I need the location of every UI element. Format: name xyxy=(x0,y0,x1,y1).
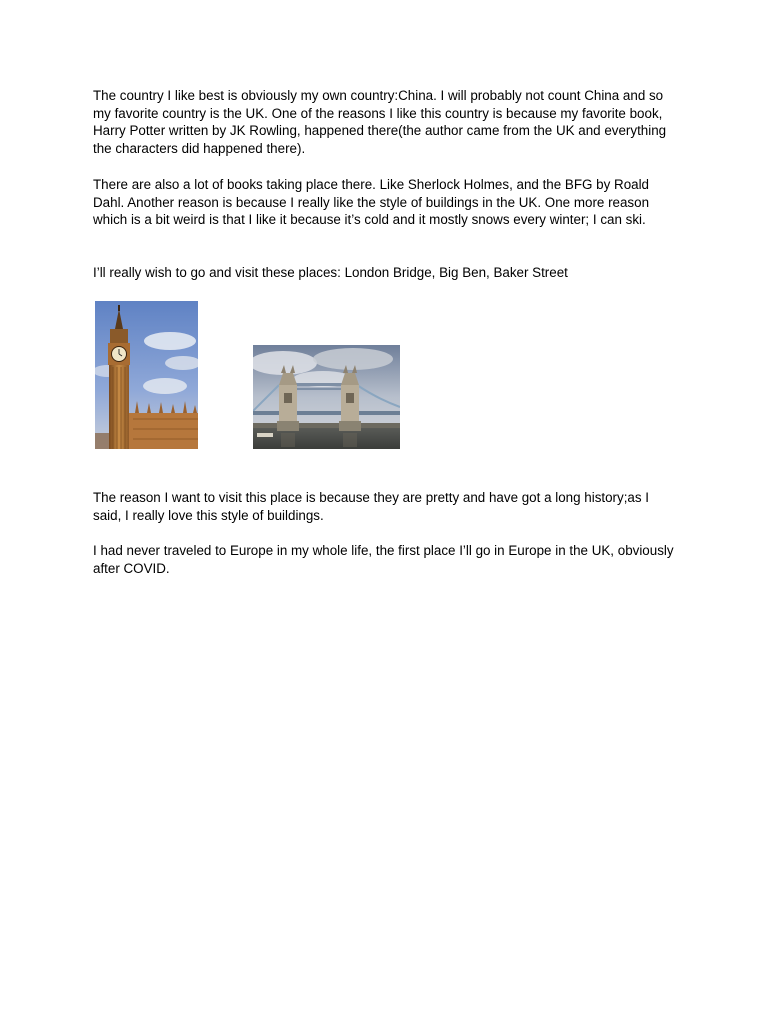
big-ben-image xyxy=(95,301,198,449)
tower-bridge-photo xyxy=(253,345,400,449)
paragraph-travel-plans: I had never traveled to Europe in my whole life, the first place I’ll go in Europe in the UK, obviously after COVID. xyxy=(93,543,674,576)
big-ben-photo xyxy=(95,301,198,449)
tower-bridge-image xyxy=(253,345,400,449)
paragraph-books-and-buildings: There are also a lot of books taking place there. Like Sherlock Holmes, and the BFG by Roald Dahl. Another reason is because I really like the style of buildings in the UK. One more reason which is a bit weird is that I like it because it’s cold and it mostly snows every winter; I can ski. xyxy=(93,177,650,228)
paragraph-places-to-visit: I’ll really wish to go and visit these places: London Bridge, Big Ben, Baker Street xyxy=(93,265,568,280)
paragraph-favorite-country: The country I like best is obviously my own country:China. I will probably not count China and so my favorite country is the UK. One of the reasons I like this country is because my favorite book, Harry Potter written by JK Rowling, happened there(the author came from the UK and everything the characters did happened there). xyxy=(93,88,667,156)
paragraph-reason-to-visit: The reason I want to visit this place is because they are pretty and have got a long history;as I said, I really love this style of buildings. xyxy=(93,490,650,523)
